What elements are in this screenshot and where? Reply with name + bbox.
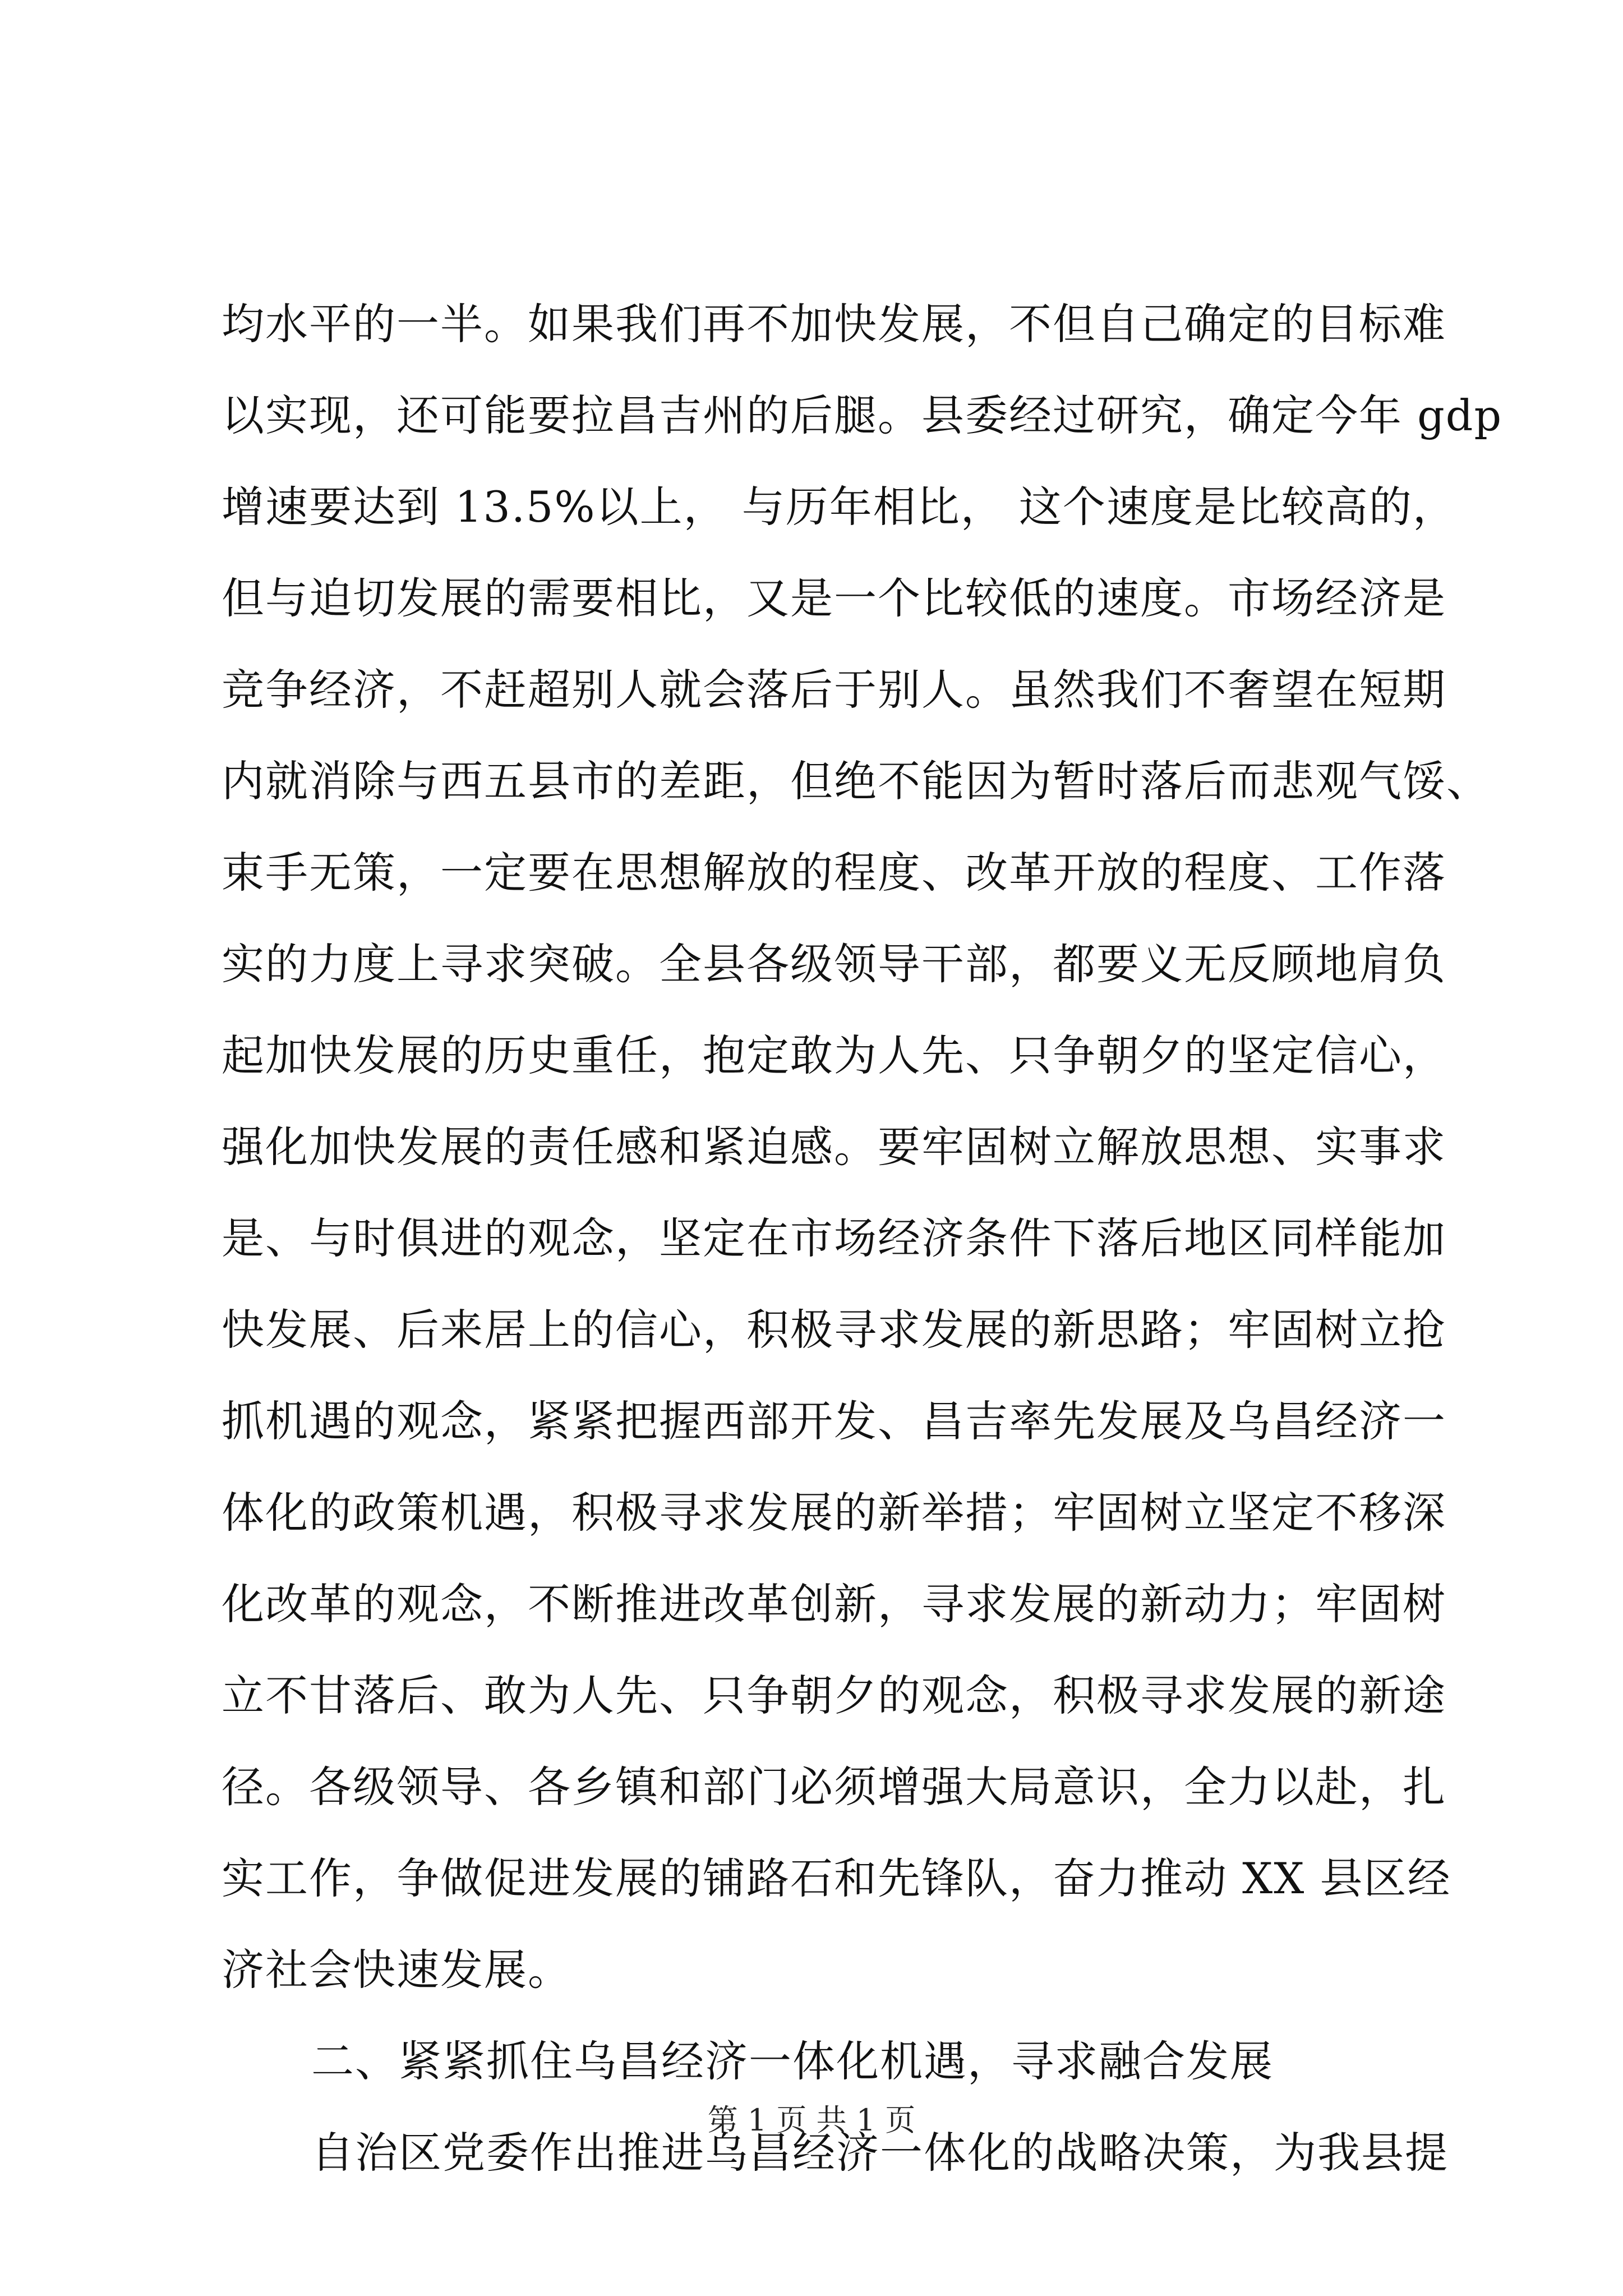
body-line: 实工作，争做促进发展的铺路石和先锋队，奋力推动 XX 县区经	[222, 1853, 1451, 1903]
body-line: 均水平的一半。如果我们再不加快发展，不但自己确定的目标难	[222, 299, 1446, 349]
page-footer: 第 1 页 共 1 页	[707, 2102, 916, 2138]
body-line: 以实现，还可能要拉昌吉州的后腿。县委经过研究，确定今年 gdp	[222, 390, 1503, 440]
body-line: 内就消除与西五县市的差距，但绝不能因为暂时落后而悲观气馁、	[222, 756, 1490, 806]
body-line: 实的力度上寻求突破。全县各级领导干部，都要义无反顾地肩负	[222, 939, 1446, 989]
document-body	[222, 296, 1503, 2216]
body-line: 立不甘落后、敢为人先、只争朝夕的观念，积极寻求发展的新途	[222, 1671, 1446, 1720]
body-line: 化改革的观念，不断推进改革创新，寻求发展的新动力；牢固树	[222, 1579, 1446, 1629]
body-line: 济社会快速发展。	[222, 1945, 571, 1995]
body-line: 但与迫切发展的需要相比，又是一个比较低的速度。市场经济是	[222, 573, 1446, 623]
body-line: 强化加快发展的责任感和紧迫感。要牢固树立解放思想、实事求	[222, 1122, 1446, 1172]
body-line: 起加快发展的历史重任，抱定敢为人先、只争朝夕的坚定信心，	[222, 1030, 1446, 1080]
body-line: 是、与时俱进的观念，坚定在市场经济条件下落后地区同样能加	[222, 1213, 1446, 1263]
body-line: 竞争经济，不赶超别人就会落后于别人。虽然我们不奢望在短期	[222, 665, 1446, 715]
body-line: 束手无策，一定要在思想解放的程度、改革开放的程度、工作落	[222, 848, 1446, 898]
section-heading: 二、紧紧抓住乌昌经济一体化机遇，寻求融合发展	[311, 2036, 1274, 2086]
body-line: 增速要达到 13.5%以上， 与历年相比， 这个速度是比较高的，	[222, 482, 1456, 532]
body-line: 径。各级领导、各乡镇和部门必须增强大局意识，全力以赴，扎	[222, 1762, 1446, 1812]
body-line: 抓机遇的观念，紧紧把握西部开发、昌吉率先发展及乌昌经济一	[222, 1396, 1446, 1446]
section-paragraph-line: 自治区党委作出推进乌昌经济一体化的战略决策，为我县提	[311, 2128, 1449, 2178]
body-line: 快发展、后来居上的信心，积极寻求发展的新思路；牢固树立抢	[222, 1305, 1446, 1355]
body-line: 体化的政策机遇，积极寻求发展的新举措；牢固树立坚定不移深	[222, 1488, 1446, 1538]
